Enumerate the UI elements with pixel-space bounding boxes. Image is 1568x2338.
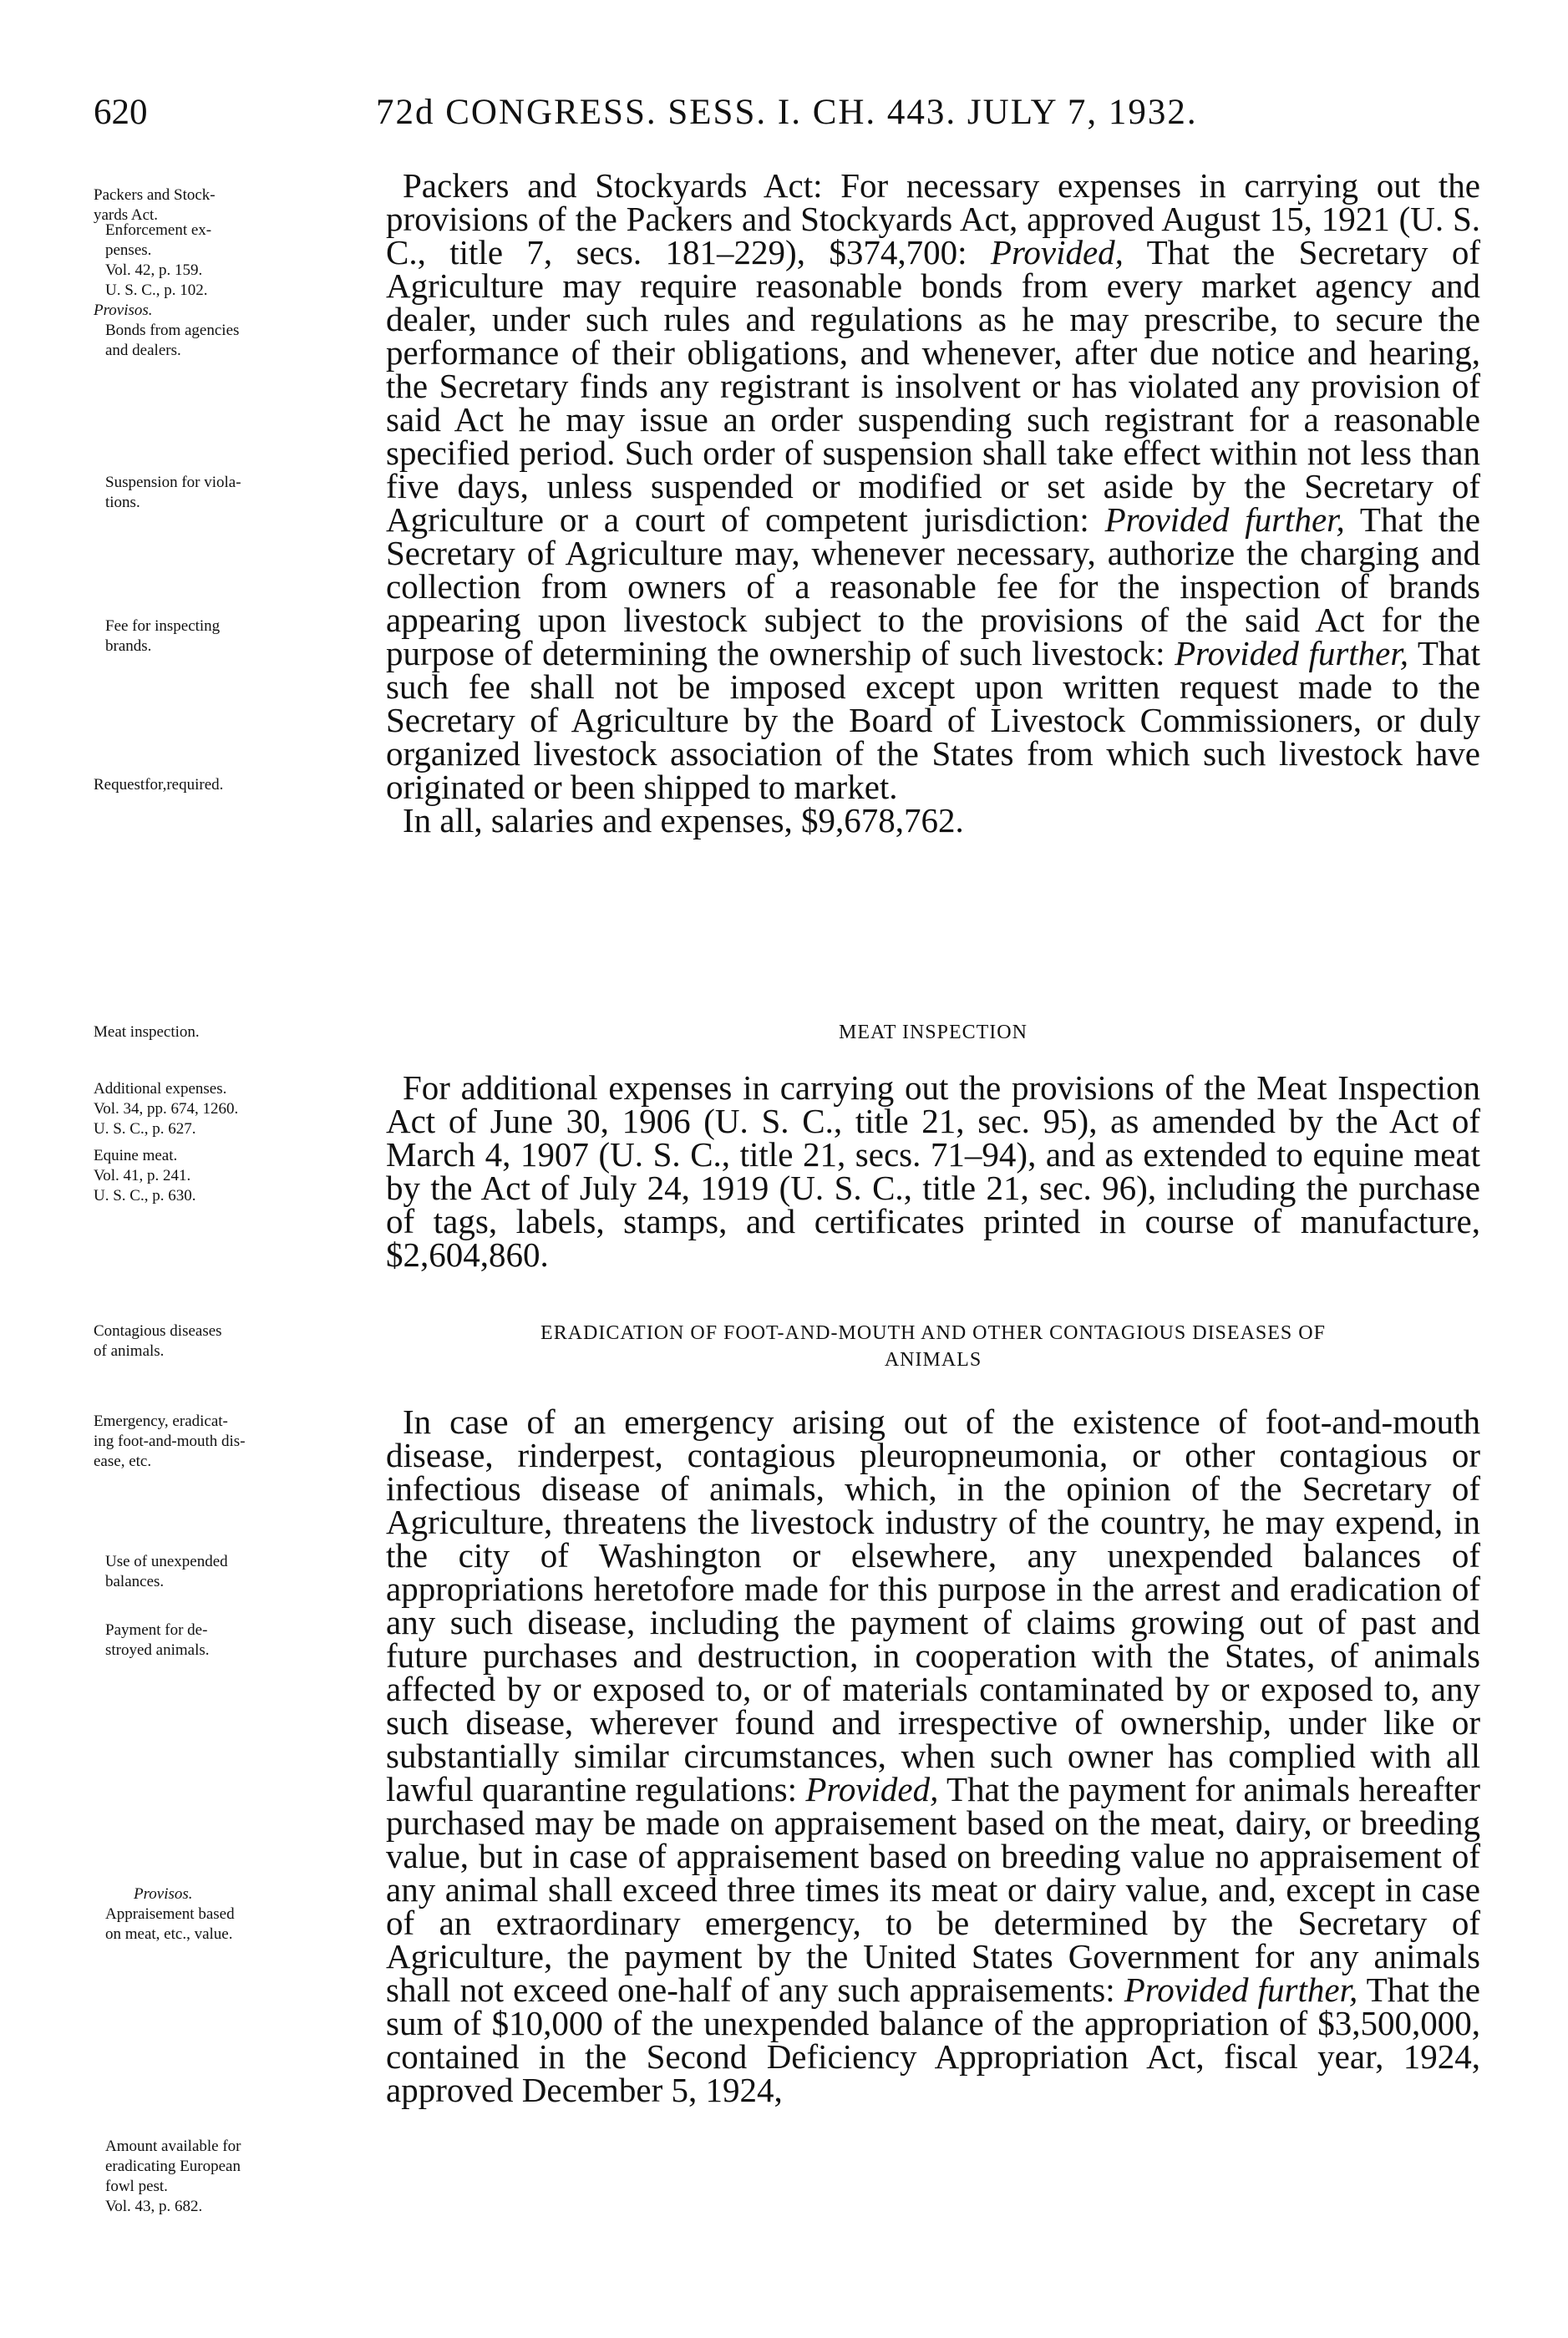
page-header — [0, 92, 1568, 150]
margin-note: Additional expenses. Vol. 34, pp. 674, 1260. U. S. C., p. 627. — [94, 1080, 239, 1138]
margin-note: Contagious diseases of animals. — [94, 1322, 222, 1360]
section-heading-meat-inspection: MEAT INSPECTION — [839, 1022, 1028, 1043]
margin-note: Appraisement based on meat, etc., value. — [105, 1905, 235, 1943]
margin-note: Equine meat. Vol. 41, p. 241. U. S. C., p. 630. — [94, 1147, 196, 1205]
margin-note: Provisos. — [94, 302, 153, 319]
margin-note: Packers and Stock- yards Act. — [94, 186, 216, 224]
margin-note: Use of unexpended balances. — [105, 1553, 228, 1590]
paragraph: Packers and Stockyards Act: For necessary expenses in carrying out the provisions of the Packers and Stockyards Act, approved August 15, 1921 (U. S. C., title 7, secs. 181–229), $374,700: Provided, That the Secretary of Agriculture may require reasonable bonds from every market agency and dealer, under such rules and regulations as he may prescribe, to secure the performance of their obligations, and whenever, after due notice and hearing, the Secretary finds any registrant is insolvent or has violated any provision of said Act he may issue an order suspending such registrant for a reasonable specified period. Such order of suspension shall take effect within not less than five days, unless suspended or modified or set aside by the Secretary of Agriculture or a court of competent jurisdiction: Provided further, That the Secretary of Agriculture may, whenever necessary, authorize the charging and collection from owners of a reasonable fee for the inspection of brands appearing upon livestock subject to the provisions of the said Act for the purpose of determining the ownership of such livestock: Provided further, That such fee shall not be imposed except upon written request made to the Secretary of Agriculture by the Board of Livestock Commissioners, or duly organized livestock association of the States from which such livestock have originated or been shipped to market. — [386, 166, 1480, 806]
page-number: 620 — [94, 93, 148, 132]
paragraph: In case of an emergency arising out of the existence of foot-and-mouth disease, rinderpest, contagious pleuropneumonia, or other contagious or infectious disease of animals, which, in the opinion of the Secretary of Agriculture, threatens the livestock industry of the country, he may expend, in the city of Washington or elsewhere, any unexpended balances of appropriations heretofore made for this purpose in the arrest and eradication of any such disease, including the payment of claims growing out of past and future purchases and destruction, in cooperation with the States, of animals affected by or exposed to, or of materials contaminated by or exposed to, any such disease, wherever found and irrespective of ownership, under like or substantially similar circumstances, when such owner has complied with all lawful quarantine regulations: Provided, That the payment for animals hereafter purchased may be made on appraisement based on the meat, dairy, or breeding value, but in case of appraisement based on breeding value no appraisement of any animal shall exceed three times its meat or dairy value, and, except in case of an extraordinary emergency, to be determined by the Secretary of Agriculture, the payment by the United States Government for any animals shall not exceed one-half of any such appraisements: Provided further, That the sum of $10,000 of the unexpended balance of the appropriation of $3,500,000, contained in the Second Deficiency Appropriation Act, fiscal year, 1924, approved December 5, 1924, — [386, 1402, 1481, 2109]
section-packers-body — [386, 166, 1480, 839]
section-heading-contagious-diseases: ERADICATION OF FOOT-AND-MOUTH AND OTHER CONTAGIOUS DISEASES OF ANIMALS — [540, 1322, 1326, 1371]
margin-note: Provisos. — [134, 1885, 193, 1903]
paragraph: For additional expenses in carrying out the provisions of the Meat Inspection Act of June 30, 1906 (U. S. C., title 21, sec. 95), as amended by the Act of March 4, 1907 (U. S. C., title 21, secs. 71–94), and as extended to equine meat by the Act of July 24, 1919 (U. S. C., title 21, sec. 96), including the purchase of tags, labels, stamps, and certificates printed in course of manufacture, $2,604,860. — [386, 1068, 1480, 1274]
section-contagious-body — [386, 1402, 1481, 2109]
running-head: 72d CONGRESS. SESS. I. CH. 443. JULY 7, 1932. — [376, 93, 1198, 132]
total-line: In all, salaries and expenses, $9,678,762. — [403, 801, 964, 839]
margin-note: Suspension for viola- tions. — [105, 474, 241, 511]
margin-note: Bonds from agencies and dealers. — [105, 322, 240, 359]
margin-note: Fee for inspecting brands. — [105, 617, 221, 655]
margin-note: Enforcement ex- penses. Vol. 42, p. 159. U. S. C., p. 102. — [105, 221, 212, 299]
margin-note: Requestfor,required. — [94, 776, 224, 794]
margin-note: Payment for de- stroyed animals. — [105, 1621, 210, 1659]
margin-note: Amount available for eradicating European fowl pest. Vol. 43, p. 682. — [105, 2138, 241, 2215]
margin-note: Meat inspection. — [94, 1023, 200, 1041]
section-meat-body — [386, 1068, 1480, 1274]
margin-note: Emergency, eradicat- ing foot-and-mouth dis- ease, etc. — [94, 1412, 246, 1470]
